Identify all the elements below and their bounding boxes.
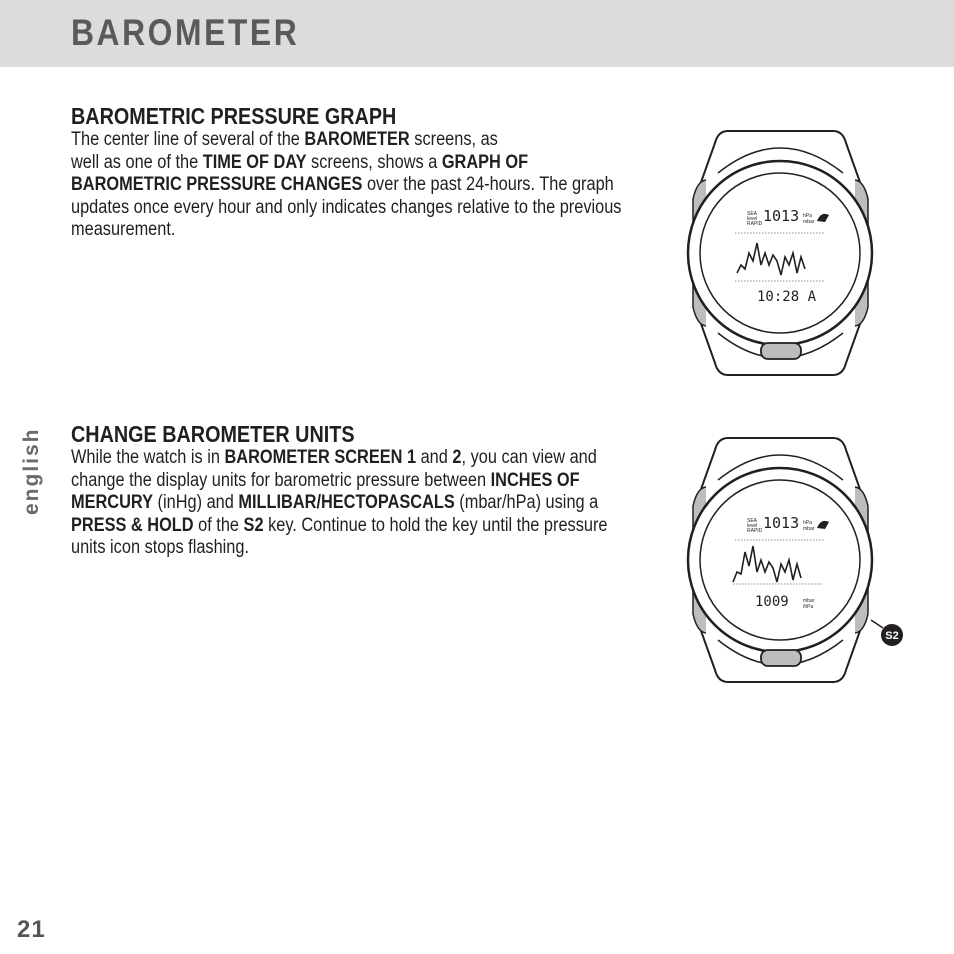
svg-text:hPa: hPa (803, 213, 812, 219)
svg-text:SEA: SEA (747, 518, 758, 524)
section-body (71, 129, 634, 242)
sea-level-label: SEA (747, 211, 758, 217)
time-of-day-reading: 10:28 A (757, 289, 817, 305)
barometer-reading-bottom: 1009 (755, 594, 789, 610)
text-run: over the past 24-hours. The graph updates once every hour and only indicates changes relative to the previous measurement. (71, 174, 622, 240)
page-number: 21 (17, 916, 46, 943)
text-run: (inHg) and (153, 492, 239, 513)
bold-term: PRESS & HOLD (71, 514, 194, 536)
page-title: BAROMETER (71, 12, 300, 53)
watch-illustration-time-of-day (683, 125, 883, 381)
text-run: While the watch is in (71, 447, 225, 468)
svg-text:mbar: mbar (803, 219, 815, 225)
svg-text:RAPID: RAPID (747, 528, 763, 534)
bold-term: MILLIBAR/HECTOPASCALS (238, 492, 455, 513)
section-heading: BAROMETRIC PRESSURE GRAPH (71, 103, 397, 129)
bold-term: BAROMETER (304, 129, 410, 150)
bold-term: INCHES OF MERCURY (71, 469, 580, 513)
svg-text:hPa: hPa (803, 520, 812, 526)
text-run: screens, as (409, 129, 498, 150)
text-run: screens, shows a (306, 151, 442, 173)
barometer-reading-top: 1013 (763, 514, 800, 532)
units-label: mbar (803, 598, 815, 604)
text-run: well as one of the (71, 151, 203, 173)
s2-key-label: S2 (885, 630, 899, 642)
rapid-label: RAPID (747, 221, 763, 227)
section-barometric-pressure-graph (71, 103, 641, 242)
text-run: of the (193, 514, 244, 536)
sea-level-label: level (747, 216, 758, 222)
text-run: The center line of several of the (71, 129, 305, 150)
bold-term: TIME OF DAY (202, 151, 307, 173)
barometer-reading-top: 1013 (763, 207, 800, 225)
bold-term: 2 (452, 447, 462, 468)
text-run: and (416, 447, 453, 468)
text-run: key. Continue to hold the key until the pressure units icon stops flashing. (71, 514, 608, 558)
bold-term: BAROMETER SCREEN 1 (224, 447, 417, 468)
svg-text:/hPa: /hPa (803, 604, 814, 610)
language-tab-label: english (20, 427, 43, 515)
bottom-button (761, 343, 801, 359)
section-heading: CHANGE BAROMETER UNITS (71, 421, 355, 447)
text-run: , you can view and change the display units for barometric pressure between (71, 447, 597, 491)
bold-term: GRAPH OF BAROMETRIC PRESSURE CHANGES (71, 151, 529, 195)
svg-text:level: level (747, 523, 758, 529)
svg-text:mbar: mbar (803, 526, 815, 532)
section-body (71, 447, 634, 560)
text-run: (mbar/hPa) using a (454, 492, 599, 513)
svg-text:RAPID (747, 221, 763, 227)
section-change-barometer-units (71, 421, 641, 560)
bottom-button (761, 650, 801, 666)
bold-term: S2 (243, 514, 264, 536)
watch-illustration-barometer (683, 432, 903, 688)
